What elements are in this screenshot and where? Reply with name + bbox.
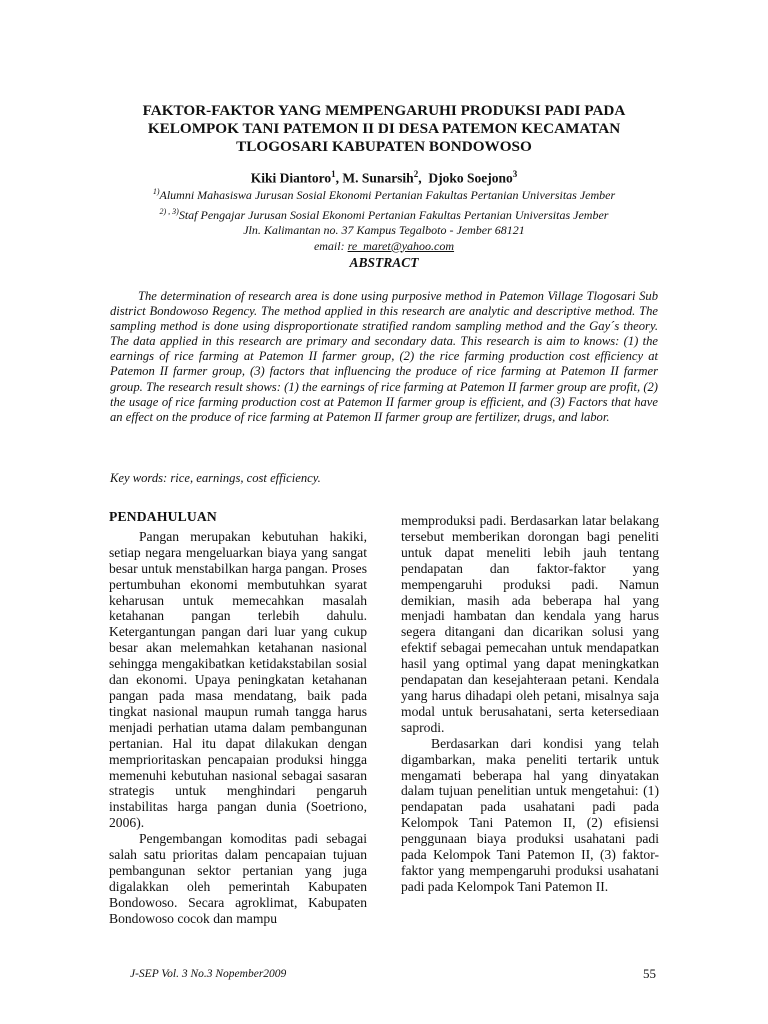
email-label: email: [313,238,345,253]
author-2: M. Sunarsih [342,170,414,186]
affiliation-1-sup: 1) [152,187,160,196]
title-line-1: FAKTOR-FAKTOR YANG MEMPENGARUHI PRODUKSI PADI PADA [142,102,626,119]
author-3-sup: 3 [512,169,518,179]
abstract-text: The determination of research area is done using purposive method in Patemon Village Tlogosari Sub district Bondowoso Regency. The method applied in this research are analytic and descriptive method. The sampling method is done using disproportionate stratified random sampling method and the Gay´s theory. The data applied in this research are primary and secondary data. This research is aim to knows: (1) the earnings of rice farming at Patemon II farmer group, (2) the rice farming production cost efficiency at Patemon II farmer group, (3) factors that influencing the produce of rice farming at Patemon II farmer group. The research result shows: (1) the earnings of rice farming at Patemon II farmer group are profit, (2) the usage of rice farming production cost at Patemon II farmer group is efficient, and (3) Factors that have an effect on the produce of rice farming at Patemon II farmer group are fertilizer, drugs, and labor. [110,289,658,424]
right-column [401,513,659,895]
email-line [90,239,678,255]
page-number: 55 [643,966,656,981]
paper-title [100,102,668,156]
keywords: Key words: rice, earnings, cost efficiency. [110,471,321,485]
paragraph-left-1: Pangan merupakan kebutuhan hakiki, setiap negara mengeluarkan biaya yang sangat besar untuk menstabilkan harga pangan. Proses pertumbuhan ekonomi membutuhkan syarat keharusan untuk memecahkan masalah ketahanan pangan terlebih dahulu. Ketergantungan pangan dari luar yang cukup besar akan melemahkan ketahanan nasional sehingga mengakibatkan ketidakstabilan sosial dan ekonomi. Upaya peningkatan ketahanan pangan pada masa mendatang, baik pada tingkat nasional maupun rumah tangga harus menjadi perhatian utama dalam pembangunan pertanian. Hal itu dapat dilakukan dengan memprioritaskan pencapaian produksi hingga memenuhi kebutuhan nasional sebagai sasaran strategis untuk menghindari pengaruh instabilitas harga pangan dunia (Soetriono, 2006). [109,528,367,831]
author-3: Djoko Soejono [428,170,513,186]
paragraph-left-2: Pengembangan komoditas padi sebagai salah satu prioritas dalam pencapaian tujuan pembangunan sektor pertanian yang juga digalakkan oleh pemerintah Kabupaten Bondowoso. Secara agroklimat, Kabupaten Bondowoso cocok dan mampu [109,831,367,926]
author-1-sup: 1 [331,169,336,179]
abstract-heading: ABSTRACT [349,255,419,270]
title-line-2: KELOMPOK TANI PATEMON II DI DESA PATEMON KECAMATAN [147,120,621,137]
author-list: Kiki Diantoro$^1$, M. Sunarsih$^2$, Djoko Soejono$^3$ [250,169,518,186]
email-link[interactable]: re_maret@yahoo.com [347,238,455,253]
affiliation-2-sup: 2) , 3) [159,206,179,216]
address: Jln. Kalimantan no. 37 Kampus Tegalboto - Jember 68121 [243,223,525,237]
author-2-sup: 2 [413,169,419,179]
affiliation-1-text: Alumni Mahasiswa Jurusan Sosial Ekonomi Pertanian Fakultas Pertanian Universitas Jember [159,188,616,202]
affiliation-1 [90,184,678,204]
paragraph-right-1: memproduksi padi. Berdasarkan latar belakang tersebut memberikan dorongan bagi peneliti untuk dapat meneliti lebih jauh tentang pendapatan dan faktor-faktor yang mempengaruhi produksi padi. Namun demikian, masih ada beberapa hal yang menjadi hambatan dan kendala yang harus segera ditangani dan dicarikan solusi yang efektif sebagai pemecahan untuk mendapatkan hasil yang optimal yang dapat meningkatkan pendapatan dan kesejahteraan petani. Kendala yang harus dihadapi oleh petani, misalnya saja modal untuk berusahatani, serta ketersediaan saprodi. [401,513,659,735]
affiliation-2 [90,204,678,224]
section-heading: PENDAHULUAN [109,509,217,524]
title-line-3: TLOGOSARI KABUPATEN BONDOWOSO [236,138,532,155]
footer-journal: J-SEP Vol. 3 No.3 Nopember2009 [130,968,287,980]
author-1: Kiki Diantoro [250,170,332,186]
paragraph-right-2: Berdasarkan dari kondisi yang telah digambarkan, maka peneliti tertarik untuk mengamati beberapa hal yang dinyatakan dalam tujuan penelitian untuk mengetahui: (1) pendapatan pada usahatani padi pada Kelompok Tani Patemon II, (2) efisiensi penggunaan biaya produksi usahatani padi pada Kelompok Tani Patemon II, (3) faktor-faktor yang mempengaruhi produksi usahatani padi pada Kelompok Tani Patemon II. [401,735,659,894]
affiliations [90,184,678,254]
affiliation-2-text: Staf Pengajar Jurusan Sosial Ekonomi Pertanian Fakultas Pertanian Universitas Jember [178,207,609,222]
left-column [109,509,367,927]
